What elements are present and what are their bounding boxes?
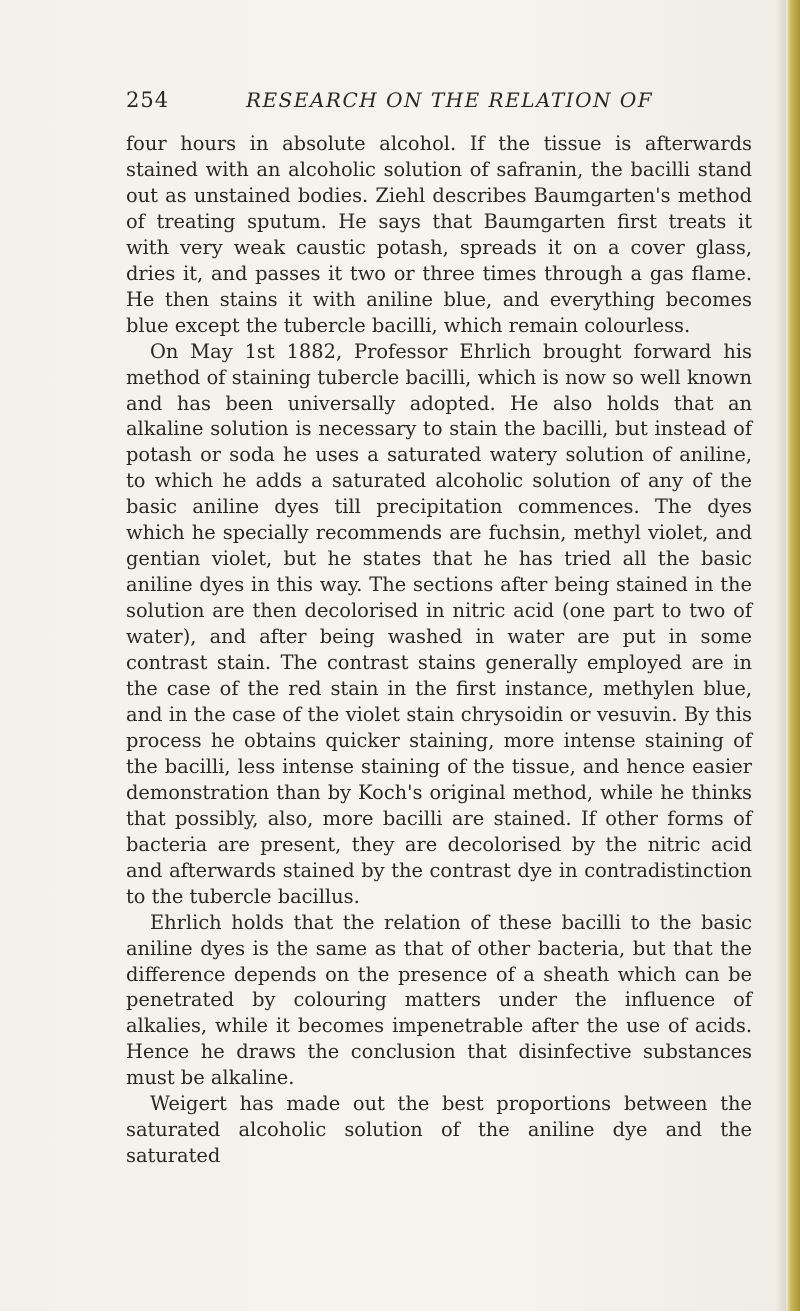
page-number: 254 — [126, 88, 170, 112]
running-head: RESEARCH ON THE RELATION OF — [246, 88, 654, 112]
page-edge — [786, 0, 800, 1311]
page-header — [126, 88, 726, 120]
paragraph-2: On May 1st 1882, Professor Ehrlich brought forward his method of staining tubercle bacilli, which is now so well known and has been universally adopted. He also holds that an alkaline solution is necessary to stain the bacilli, but instead of potash or soda he uses a saturated watery solution of aniline, to which he adds a saturated alcoholic solution of any of the basic aniline dyes till precipitation commences. The dyes which he specially recommends are fuchsin, methyl violet, and gentian violet, but he states that he has tried all the basic aniline dyes in this way. The sections after being stained in the solution are then decolorised in nitric acid (one part to two of water), and after being washed in water are put in some contrast stain. The contrast stains generally employed are in the case of the red stain in the first instance, methylen blue, and in the case of the violet stain chrysoidin or vesuvin. By this process he obtains quicker staining, more intense staining of the bacilli, less intense staining of the tissue, and hence easier demonstration than by Koch's original method, while he thinks that possibly, also, more bacilli are stained. If other forms of bacteria are present, they are decolorised by the nitric acid and afterwards stained by the contrast dye in contradistinction to the tubercle bacillus. — [126, 339, 752, 908]
paragraph-1: four hours in absolute alcohol. If the tissue is afterwards stained with an alcoholic solution of safranin, the bacilli stand out as unstained bodies. Ziehl describes Baumgarten's method of treating sputum. He says that Baumgarten first treats it with very weak caustic potash, spreads it on a cover glass, dries it, and passes it two or three times through a gas flame. He then stains it with aniline blue, and everything becomes blue except the tubercle bacilli, which remain colourless. — [126, 132, 752, 337]
paragraph-3: Ehrlich holds that the relation of these bacilli to the basic aniline dyes is the same as that of other bacteria, but that the difference depends on the presence of a sheath which can be penetrated by colouring matters under the influence of alkalies, while it becomes impenetrable after the use of acids. Hence he draws the conclusion that disinfective substances must be alkaline. — [126, 910, 752, 1090]
page-gutter-shadow — [776, 0, 786, 1311]
body-text — [126, 131, 752, 1169]
paragraph-4: Weigert has made out the best proportions between the saturated alcoholic solution of the aniline dye and the saturated — [126, 1092, 752, 1168]
